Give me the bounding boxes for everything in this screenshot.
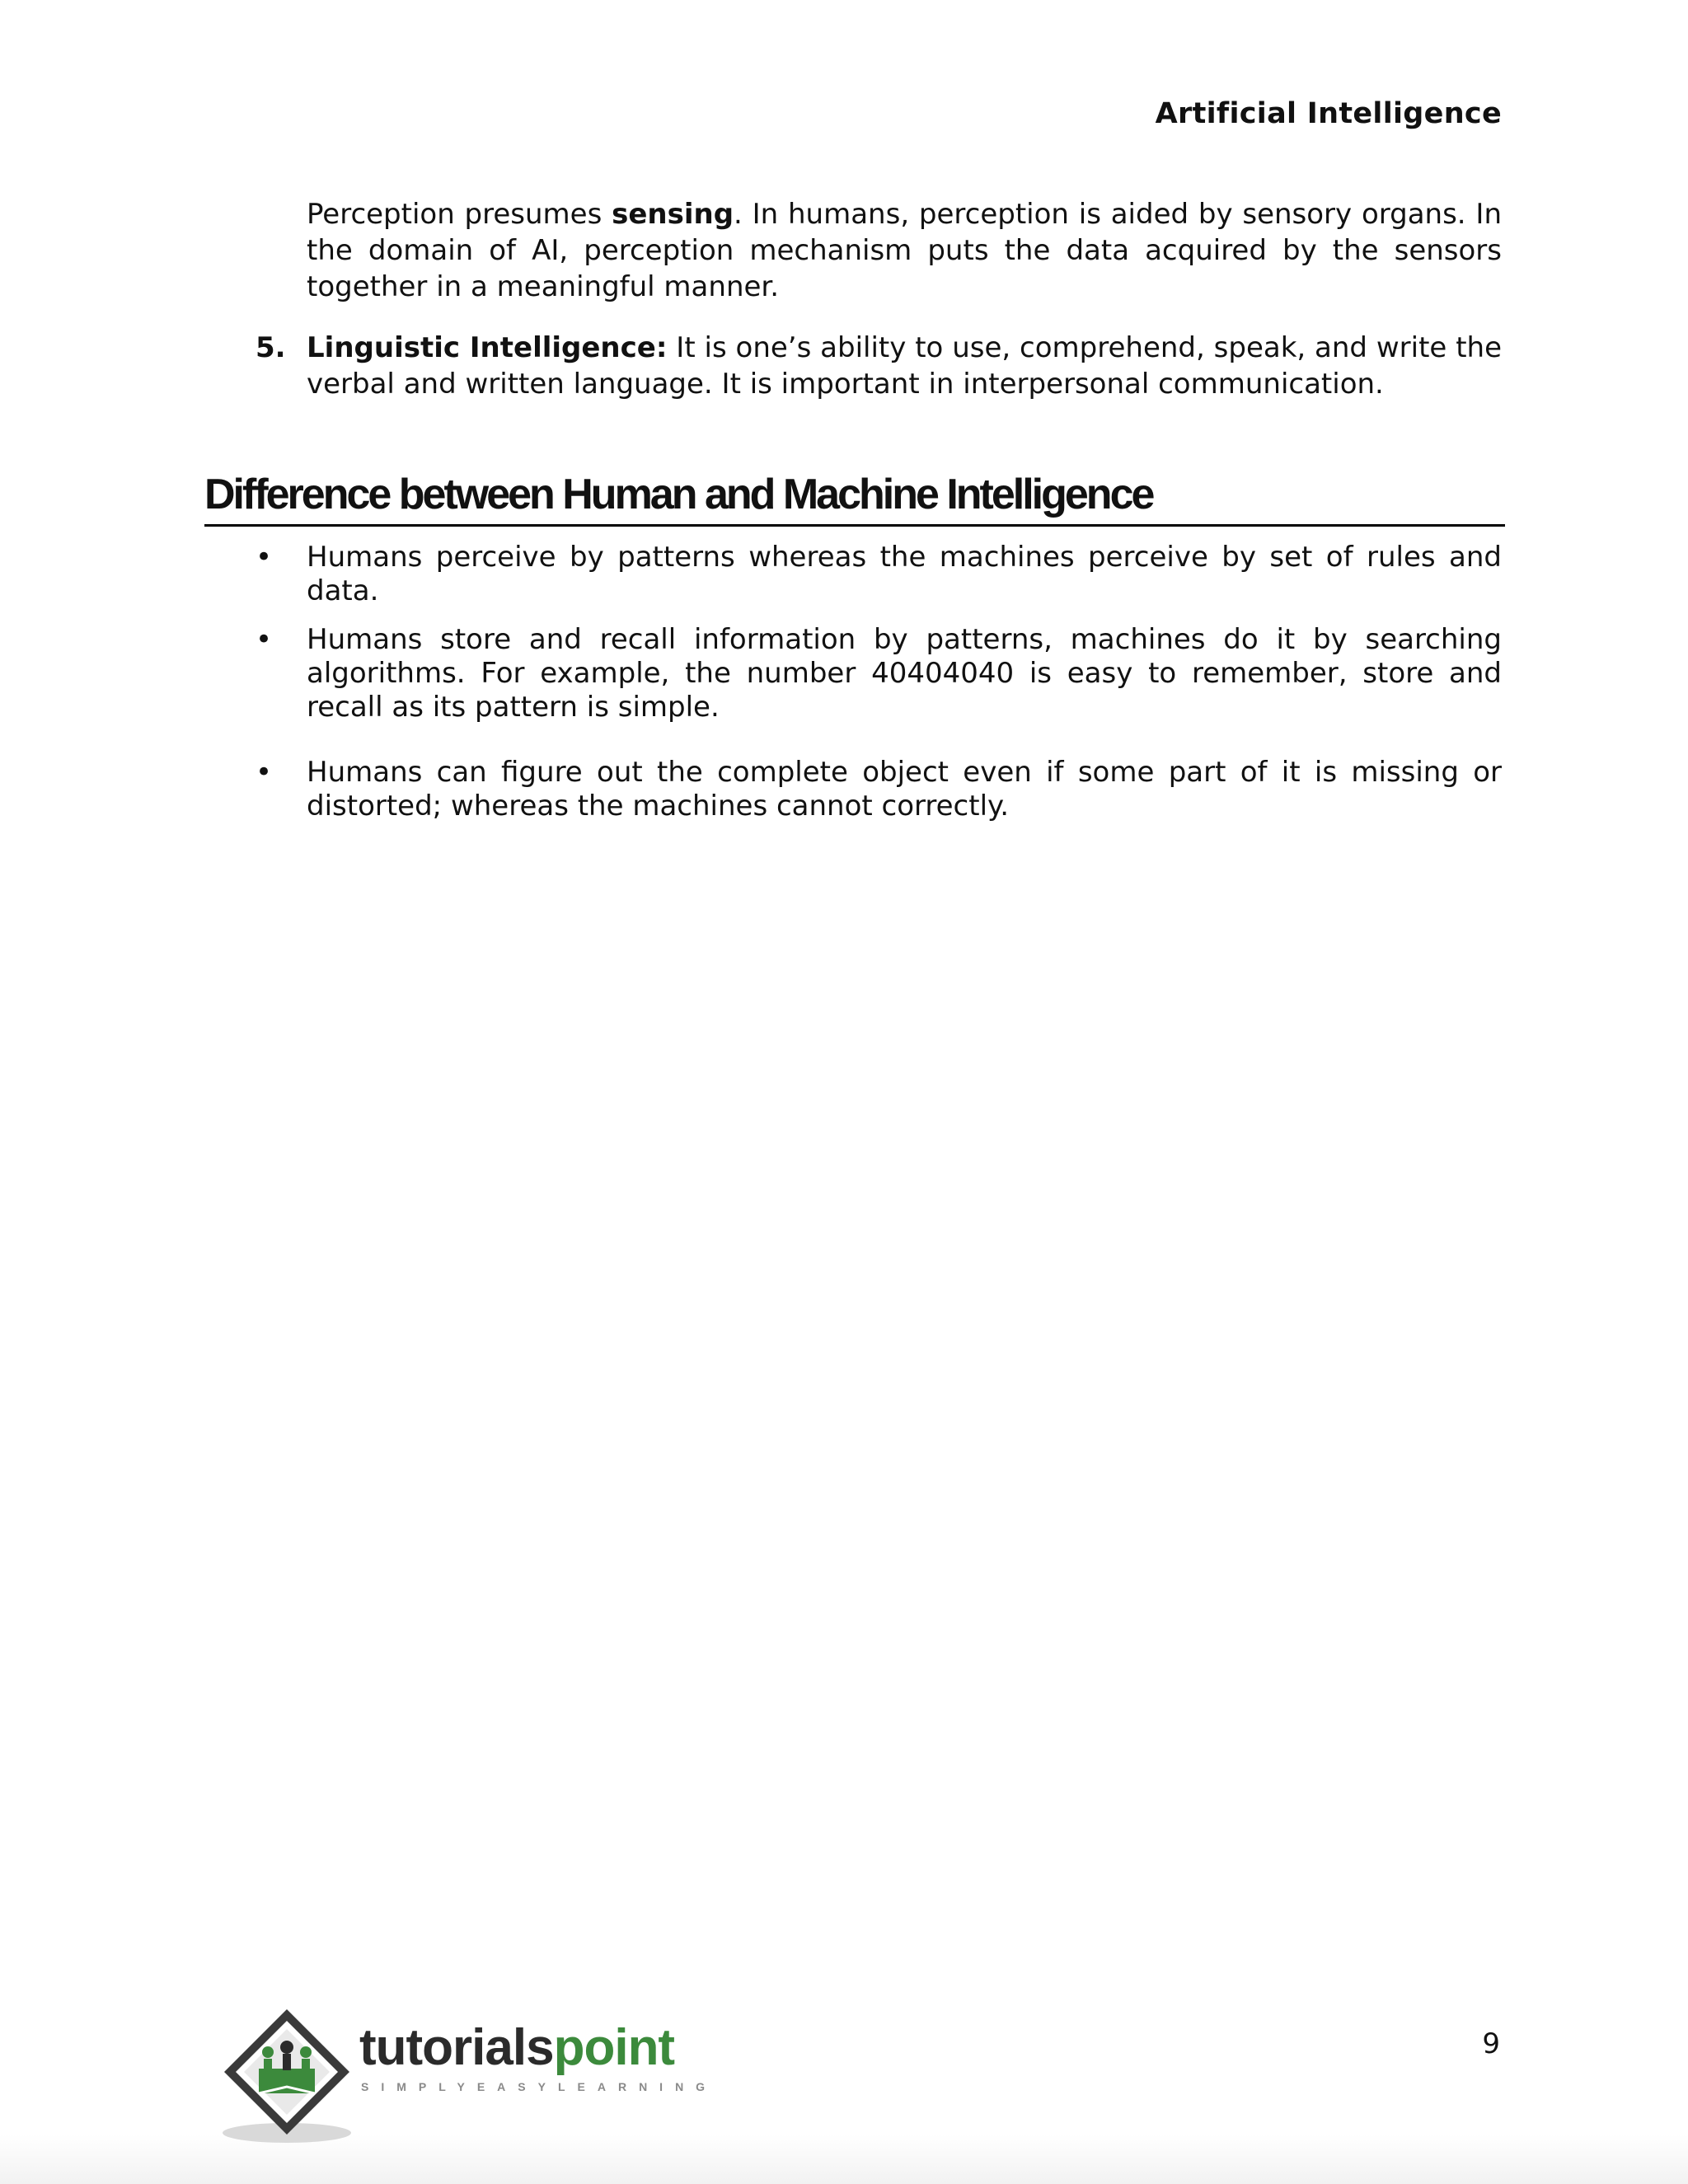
logo-wordmark: [359, 2019, 674, 2077]
section-heading: Difference between Human and Machine Intelligence: [204, 468, 1505, 527]
perception-text-before: Perception presumes: [307, 198, 612, 231]
list-item-text: Humans perceive by patterns whereas the machines perceive by set of rules and data.: [307, 541, 1502, 607]
item-number: 5.: [256, 331, 286, 364]
bullet-icon: •: [256, 623, 273, 656]
running-header: Artificial Intelligence: [1155, 97, 1502, 130]
perception-paragraph: [307, 196, 1502, 305]
logo-word-tutorials: tutorials: [359, 2019, 554, 2076]
perception-text-after: . In humans, perception is aided by sensory organs. In the domain of AI, perception mechanism puts the data acquired by the sensors together in a meaningful manner.: [307, 198, 1502, 303]
perception-bold-term: sensing: [612, 198, 734, 231]
item-body: [307, 330, 1502, 402]
item-term: Linguistic Intelligence:: [307, 331, 668, 364]
list-item-text: Humans store and recall information by patterns, machines do it by searching algorithms. For example, the number 40404040 is easy to remember, store and recall as its pattern is simple.: [307, 623, 1502, 724]
list-item: [256, 623, 1502, 724]
numbered-item-linguistic: [256, 330, 1502, 402]
list-item: [256, 541, 1502, 608]
tutorialspoint-diamond-logo-icon: [211, 2001, 359, 2149]
list-item: [256, 756, 1502, 823]
logo-word-point: point: [553, 2019, 675, 2076]
bullet-icon: •: [256, 541, 273, 574]
logo-tagline: SIMPLYEASYLEARNING: [361, 2080, 718, 2093]
bullet-list: [256, 541, 1502, 823]
item-text: It is one’s ability to use, comprehend, speak, and write the verbal and written language. It is important in interpersonal communication.: [307, 331, 1502, 401]
page-number: 9: [1482, 2027, 1500, 2060]
tutorialspoint-logo: [211, 2001, 738, 2149]
list-item-text: Humans can figure out the complete object even if some part of it is missing or distorted; whereas the machines cannot correctly.: [307, 756, 1502, 823]
bullet-icon: •: [256, 756, 273, 789]
